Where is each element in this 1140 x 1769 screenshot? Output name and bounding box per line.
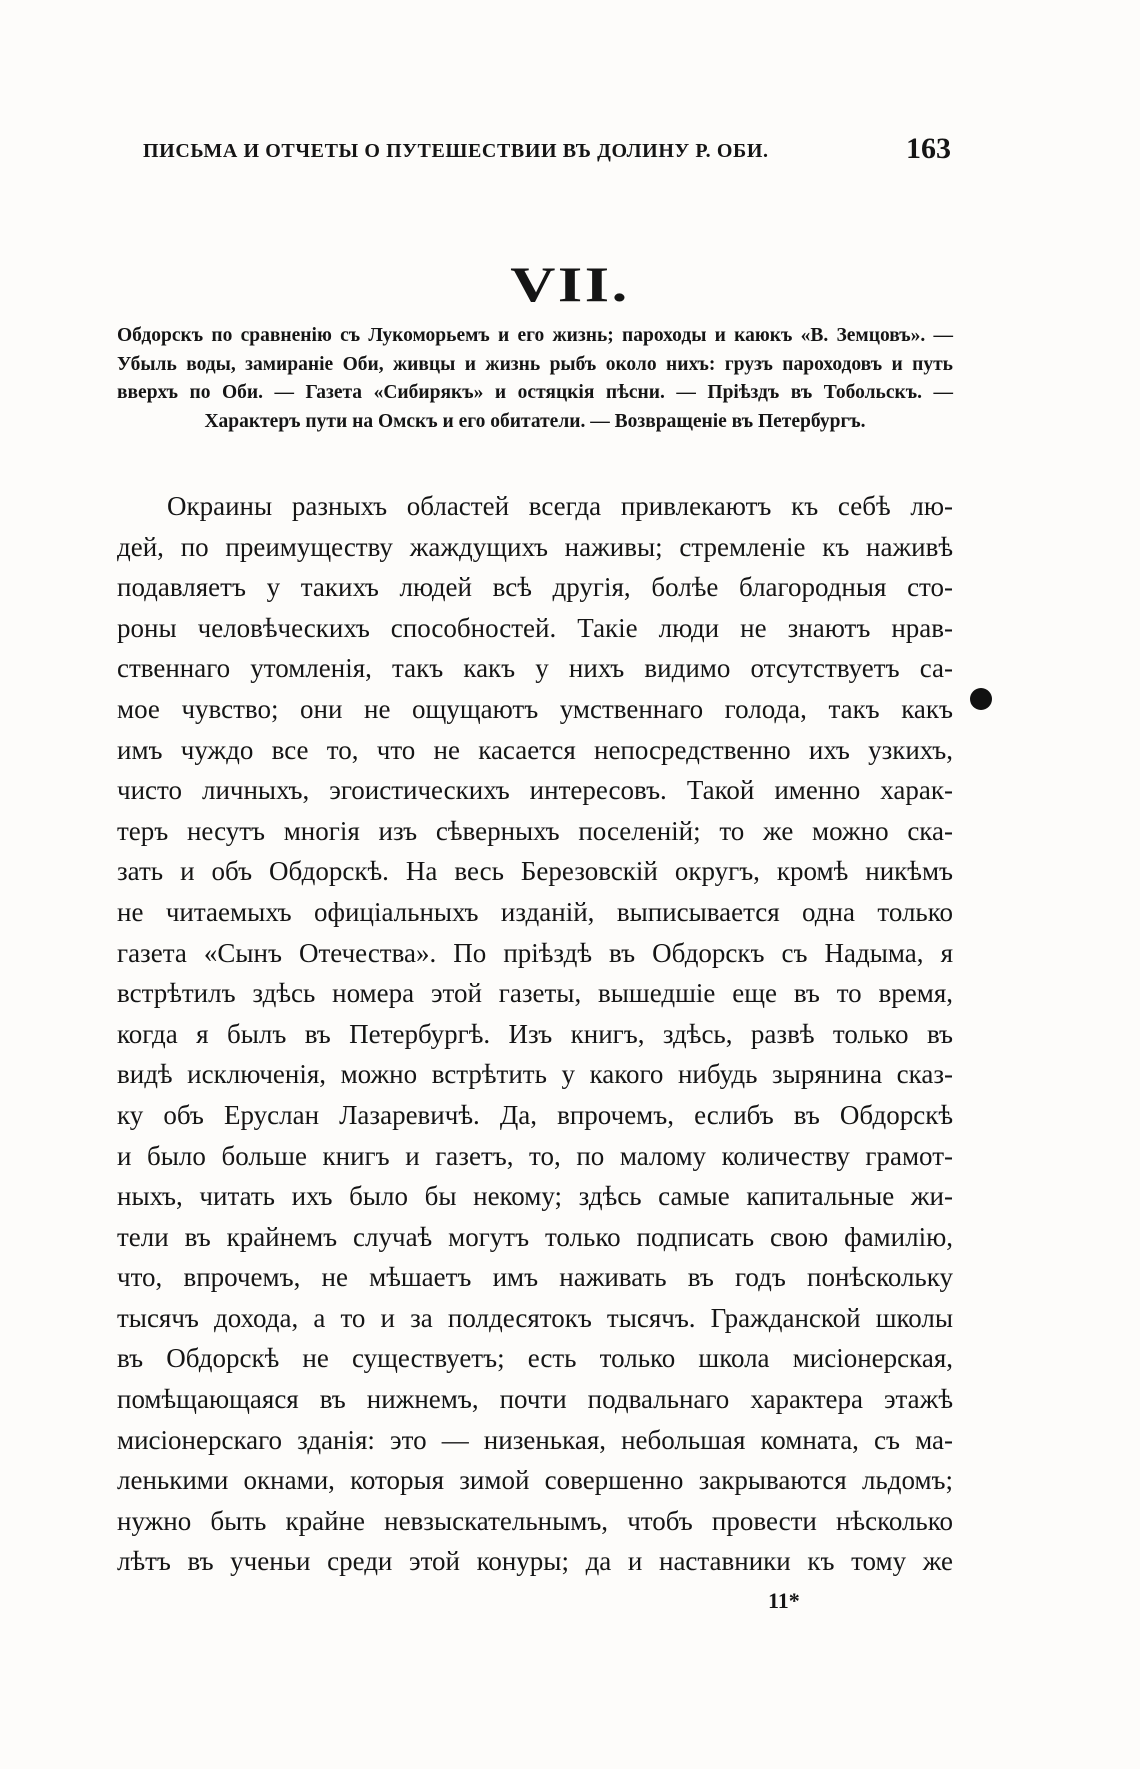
text-line: въ Обдорскѣ не существуетъ; есть только школа мисіонерская, [117, 1343, 953, 1374]
text-line: тели въ крайнемъ случаѣ могутъ только подписать свою фамилію, [117, 1221, 953, 1252]
running-title: ПИСЬМА И ОТЧЕТЫ О ПУТЕШЕСТВИИ ВЪ ДОЛИНУ Р. ОБИ. [143, 140, 769, 162]
text-line: роны человѣческихъ способностей. Такіе люди не знаютъ нрав- [117, 612, 953, 643]
body-text [117, 486, 953, 1582]
text-line: ленькими окнами, которыя зимой совершенно закрываются льдомъ; [117, 1465, 953, 1496]
text-line: лѣтъ въ ученьи среди этой конуры; да и наставники къ тому же [117, 1546, 953, 1577]
text-line: что, впрочемъ, не мѣшаетъ имъ наживать въ годъ понѣскольку [117, 1262, 953, 1293]
text-line: ку объ Еруслан Лазаревичѣ. Да, впрочемъ, еслибъ въ Обдорскѣ [117, 1099, 953, 1130]
text-line: и было больше книгъ и газетъ, то, по малому количеству грамот- [117, 1140, 953, 1171]
chapter-summary: Обдорскъ по сравненію съ Лукоморьемъ и его жизнь; пароходы и каюкъ «В. Земцовъ». — Убыль воды, замираніе Оби, живцы и жизнь рыбъ около нихъ: грузъ пароходовъ и путь вверхъ по Оби. — Газета «Сибирякъ» и остяцкія пѣсни. — Пріѣздъ въ Тобольскъ. — Характеръ пути на Омскъ и его обитатели. — Возвращеніе въ Петербургъ. [117, 325, 953, 432]
text-line: зать и объ Обдорскѣ. На весь Березовскій округъ, кромѣ никѣмъ [117, 856, 953, 887]
text-line: нужно быть крайне невзыскательнымъ, чтобъ провести нѣсколько [117, 1505, 953, 1536]
text-line: Окраины разныхъ областей всегда привлекаютъ къ себѣ лю- [167, 491, 953, 521]
text-line: теръ несутъ многія изъ сѣверныхъ поселеній; то же можно ска- [117, 815, 953, 846]
margin-dot-mark [970, 688, 992, 710]
text-line: ственнаго утомленія, такъ какъ у нихъ видимо отсутствуетъ са- [117, 653, 953, 684]
text-line: видѣ исключенія, можно встрѣтить у какого нибудь зырянина сказ- [117, 1059, 953, 1090]
text-line: газета «Сынъ Отечества». По пріѣздѣ въ Обдорскъ съ Надыма, я [117, 937, 953, 968]
text-line: тысячъ дохода, а то и за полдесятокъ тысячъ. Гражданской школы [117, 1302, 953, 1333]
text-line: ныхъ, читать ихъ было бы некому; здѣсь самые капитальные жи- [117, 1181, 953, 1212]
chapter-number: VII. [510, 256, 630, 312]
text-line: чисто личныхъ, эгоистическихъ интересовъ. Такой именно харак- [117, 775, 953, 806]
text-line: мое чувство; они не ощущаютъ умственнаго голода, такъ какъ [117, 693, 953, 724]
page-number: 163 [906, 132, 951, 165]
text-line: когда я былъ въ Петербургѣ. Изъ книгъ, здѣсь, развѣ только въ [117, 1018, 953, 1049]
text-line: имъ чуждо все то, что не касается непосредственно ихъ узкихъ, [117, 734, 953, 765]
signature-mark: 11* [768, 1588, 800, 1613]
text-line: дей, по преимуществу жаждущихъ наживы; стремленіе къ наживѣ [117, 531, 953, 562]
text-line: помѣщающаяся въ нижнемъ, почти подвальнаго характера этажѣ [117, 1384, 953, 1415]
text-line: мисіонерскаго зданія: это — низенькая, небольшая комната, съ ма- [117, 1424, 953, 1455]
text-line: не читаемыхъ офиціальныхъ изданій, выписывается одна только [117, 896, 953, 927]
page-header [135, 132, 951, 172]
text-line: встрѣтилъ здѣсь номера этой газеты, вышедшіе еще въ то время, [117, 978, 953, 1009]
text-line: подавляетъ у такихъ людей всѣ другія, болѣе благородныя сто- [117, 572, 953, 603]
